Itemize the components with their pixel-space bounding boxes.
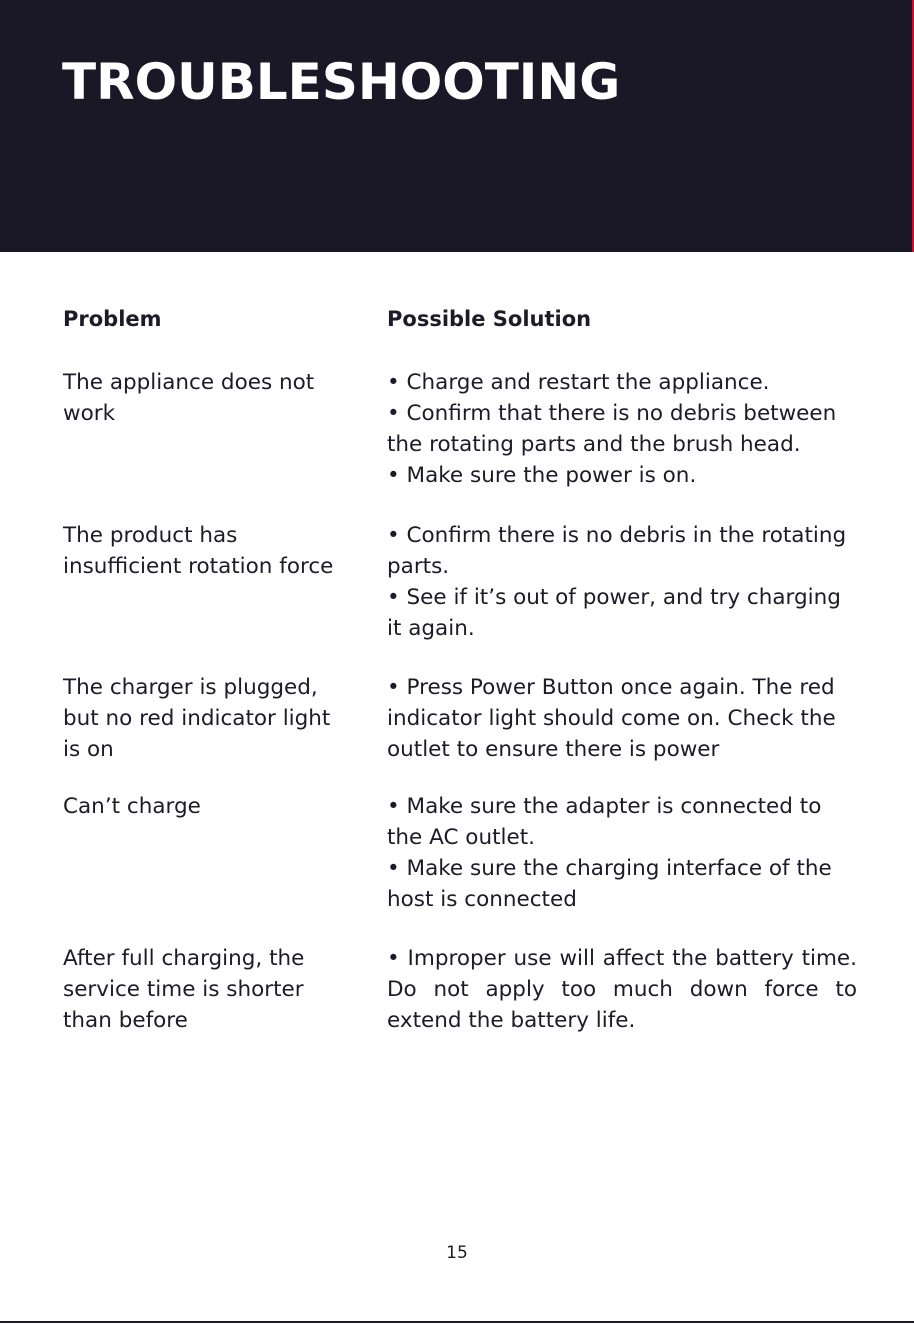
solution-item: • Make sure the power is on. [387,463,697,488]
solution-cell [387,367,857,491]
problem-cell: The product has insufficient rotation force [63,523,334,579]
problem-cell: After full charging, the service time is shorter than before [63,946,305,1033]
problem-column-header: Problem [63,307,162,331]
solution-cell [387,791,857,915]
solution-column-header: Possible Solution [387,307,592,331]
solution-item: • Improper use will affect the battery time. Do not apply too much down force to extend the battery life. [387,946,857,1033]
solution-item: • Press Power Button once again. The red indicator light should come on. Check the outlet to ensure there is power [387,675,836,762]
solution-item: • Make sure the charging interface of the host is connected [387,856,832,912]
page-title: TROUBLESHOOTING [62,53,621,111]
problem-cell: The appliance does not work [63,370,315,426]
problem-cell: The charger is plugged, but no red indicator light is on [63,675,331,762]
bottom-rule [0,1321,914,1323]
solution-cell [387,672,857,765]
solution-item: • Confirm that there is no debris between the rotating parts and the brush head. [387,401,837,457]
solution-cell [387,943,857,1036]
problem-cell: Can’t charge [63,794,201,819]
header-banner [0,0,914,252]
solution-item: • Charge and restart the appliance. [387,370,770,395]
solution-item: • See if it’s out of power, and try charging it again. [387,585,841,641]
page-number: 15 [446,1243,468,1263]
solution-item: • Make sure the adapter is connected to the AC outlet. [387,794,822,850]
solution-item: • Confirm there is no debris in the rotating parts. [387,523,847,579]
solution-cell [387,520,857,644]
